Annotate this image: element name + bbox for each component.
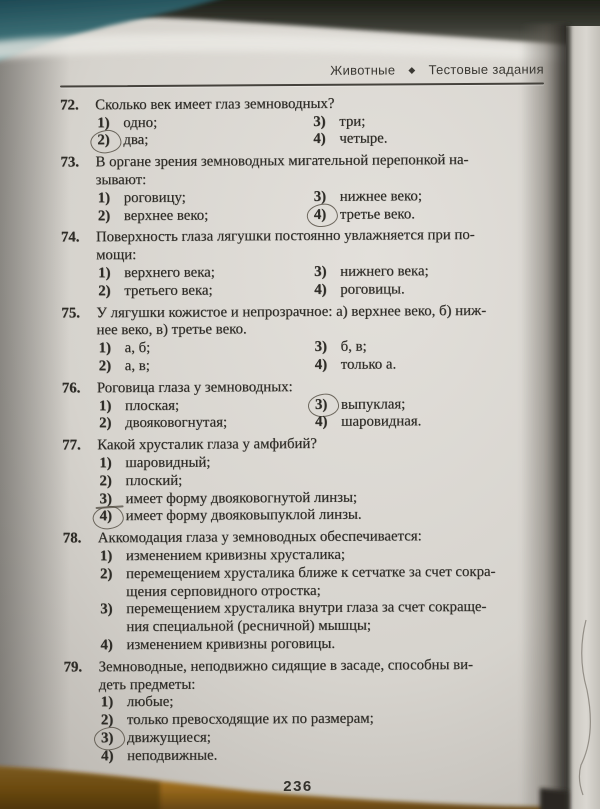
option-text: а, б; bbox=[124, 340, 151, 357]
answer-option bbox=[98, 264, 314, 283]
running-header bbox=[60, 53, 544, 82]
option-label: 4) bbox=[313, 131, 326, 148]
header-section: Животные bbox=[330, 62, 396, 78]
option-text: любые; bbox=[126, 694, 174, 711]
option-label: 1) bbox=[97, 114, 110, 131]
question-stem: Какой хрусталик глаза у амфибий? bbox=[97, 436, 317, 454]
page-number: 236 bbox=[283, 778, 313, 795]
option-label: 3) bbox=[100, 601, 113, 618]
option-text: а, в; bbox=[124, 357, 150, 375]
option-text: двояковогнутая; bbox=[125, 414, 228, 432]
option-label: 1) bbox=[100, 694, 114, 711]
question-number: 77. bbox=[62, 437, 81, 454]
question-73 bbox=[60, 152, 544, 226]
answer-option bbox=[99, 414, 315, 433]
question-number: 74. bbox=[60, 229, 80, 246]
answer-option bbox=[97, 114, 313, 133]
question-72 bbox=[60, 94, 544, 150]
question-number: 78. bbox=[62, 530, 82, 547]
answer-option bbox=[315, 355, 546, 374]
option-label: 4) bbox=[100, 508, 126, 526]
answer-option bbox=[99, 339, 315, 358]
option-label: 1) bbox=[97, 189, 111, 207]
option-text: роговицы. bbox=[340, 281, 405, 298]
option-label: 2) bbox=[98, 358, 112, 375]
option-text: неподвижные. bbox=[127, 747, 218, 764]
question-stem: В органе зрения земноводных мигательной перепонкой на- зывают: bbox=[95, 152, 469, 189]
question-stem: Поверхность глаза лягушки постоянно увлажняется при по- мощи: bbox=[95, 227, 475, 264]
answer-option bbox=[99, 396, 315, 415]
option-text: выпуклая; bbox=[340, 395, 406, 413]
question-number: 76. bbox=[61, 380, 81, 397]
question-76 bbox=[62, 377, 546, 433]
question-74 bbox=[61, 227, 545, 301]
option-text: верхнего века; bbox=[124, 264, 215, 282]
option-text: третьего века; bbox=[124, 282, 213, 299]
option-label: 4) bbox=[101, 747, 114, 764]
diamond-icon: ◆ bbox=[408, 64, 416, 75]
option-label: 3) bbox=[314, 263, 327, 280]
option-label: 1) bbox=[98, 397, 112, 414]
option-label: 2) bbox=[99, 415, 112, 432]
question-75 bbox=[61, 302, 545, 376]
page-content bbox=[60, 53, 548, 770]
option-label: 4) bbox=[100, 637, 113, 654]
option-label: 1) bbox=[99, 548, 113, 565]
header-rule bbox=[60, 82, 544, 87]
option-text: третье веко. bbox=[339, 205, 415, 223]
option-label: 2) bbox=[98, 282, 111, 300]
option-text: одно; bbox=[123, 114, 158, 131]
option-text: имеет форму двояковыпуклой линзы. bbox=[125, 506, 362, 525]
option-text: шаровидный; bbox=[125, 454, 211, 472]
option-text: движущиеся; bbox=[126, 729, 211, 746]
option-label: 2) bbox=[97, 132, 123, 150]
option-label: 1) bbox=[98, 340, 111, 357]
answer-option bbox=[101, 745, 548, 766]
option-text: шаровидная. bbox=[341, 413, 422, 431]
option-text: перемещением хрусталика внутри глаза за счет сокраще- ния специальной (ресничной) мышцы; bbox=[126, 599, 487, 636]
option-label: 3) bbox=[314, 339, 327, 356]
question-stem: Аккомодация глаза у земноводных обеспечивается: bbox=[97, 528, 422, 547]
question-79 bbox=[64, 656, 549, 766]
question-stem: Роговица глаза у земноводных: bbox=[96, 378, 293, 397]
question-78 bbox=[63, 528, 548, 656]
answer-option bbox=[314, 205, 545, 224]
option-label: 2) bbox=[99, 565, 113, 582]
option-text: плоская; bbox=[124, 397, 180, 414]
question-number: 72. bbox=[60, 97, 79, 114]
option-label: 4) bbox=[315, 414, 328, 431]
option-text: четыре. bbox=[339, 130, 388, 148]
option-text: б, в; bbox=[340, 338, 367, 355]
option-label: 4) bbox=[314, 281, 327, 298]
answer-option bbox=[313, 130, 544, 149]
bottom-right-shadow bbox=[540, 788, 568, 809]
answer-option bbox=[100, 599, 547, 637]
option-text: нижнего века; bbox=[340, 263, 429, 280]
option-label: 1) bbox=[98, 265, 111, 282]
answer-option bbox=[97, 131, 313, 150]
question-77 bbox=[62, 435, 547, 527]
option-label: 3) bbox=[313, 188, 327, 205]
question-stem: У лягушки кожистое и непрозрачное: а) верхнее веко, б) ниж- нее веко, в) третье веко. bbox=[96, 302, 487, 339]
option-text: три; bbox=[339, 113, 366, 130]
question-number: 73. bbox=[60, 154, 80, 171]
option-text: изменением кривизны хрусталика; bbox=[125, 546, 346, 565]
option-label: 3) bbox=[313, 113, 326, 130]
option-text: только а. bbox=[340, 356, 397, 373]
answer-option bbox=[100, 563, 547, 601]
page-stack-edge bbox=[566, 26, 600, 809]
question-stem: Сколько век имеет глаз земноводных? bbox=[95, 95, 335, 114]
option-text: только превосходящие их по размерам; bbox=[126, 710, 374, 729]
option-label: 2) bbox=[100, 712, 114, 729]
answer-option bbox=[315, 395, 546, 414]
answer-option bbox=[314, 187, 545, 206]
answer-option bbox=[314, 262, 545, 281]
question-number: 75. bbox=[61, 304, 80, 322]
option-label: 4) bbox=[314, 206, 340, 224]
option-label: 2) bbox=[97, 207, 111, 224]
answer-option bbox=[98, 207, 314, 226]
answer-option bbox=[98, 189, 314, 208]
answer-option bbox=[98, 282, 314, 301]
answer-option bbox=[315, 338, 546, 357]
option-text: имеет форму двояковогнутой линзы; bbox=[125, 489, 358, 507]
answer-option bbox=[100, 506, 547, 527]
question-number: 79. bbox=[63, 659, 83, 676]
option-label: 2) bbox=[99, 472, 112, 489]
answer-option bbox=[313, 112, 544, 131]
option-text: роговицу; bbox=[123, 189, 186, 206]
option-text: плоский; bbox=[125, 472, 183, 489]
option-text: перемещением хрусталика ближе к сетчатке за счет сокра- щения серповидного отростка; bbox=[125, 563, 496, 600]
answer-option bbox=[315, 413, 546, 432]
option-text: два; bbox=[123, 132, 149, 149]
answer-option bbox=[314, 280, 545, 299]
question-stem: Земноводные, неподвижно сидящие в засаде, способны ви- деть предметы: bbox=[98, 656, 473, 693]
option-label: 3) bbox=[315, 396, 341, 414]
option-text: нижнее веко; bbox=[339, 188, 422, 205]
option-text: изменением кривизны роговицы. bbox=[126, 635, 336, 653]
header-title: Тестовые задания bbox=[428, 61, 544, 78]
option-label: 3) bbox=[99, 491, 125, 509]
option-text: верхнее веко; bbox=[123, 207, 209, 224]
answer-option bbox=[100, 634, 547, 655]
option-label: 4) bbox=[314, 356, 328, 373]
option-label: 3) bbox=[101, 730, 127, 748]
option-label: 1) bbox=[99, 455, 112, 472]
answer-option bbox=[99, 357, 315, 376]
